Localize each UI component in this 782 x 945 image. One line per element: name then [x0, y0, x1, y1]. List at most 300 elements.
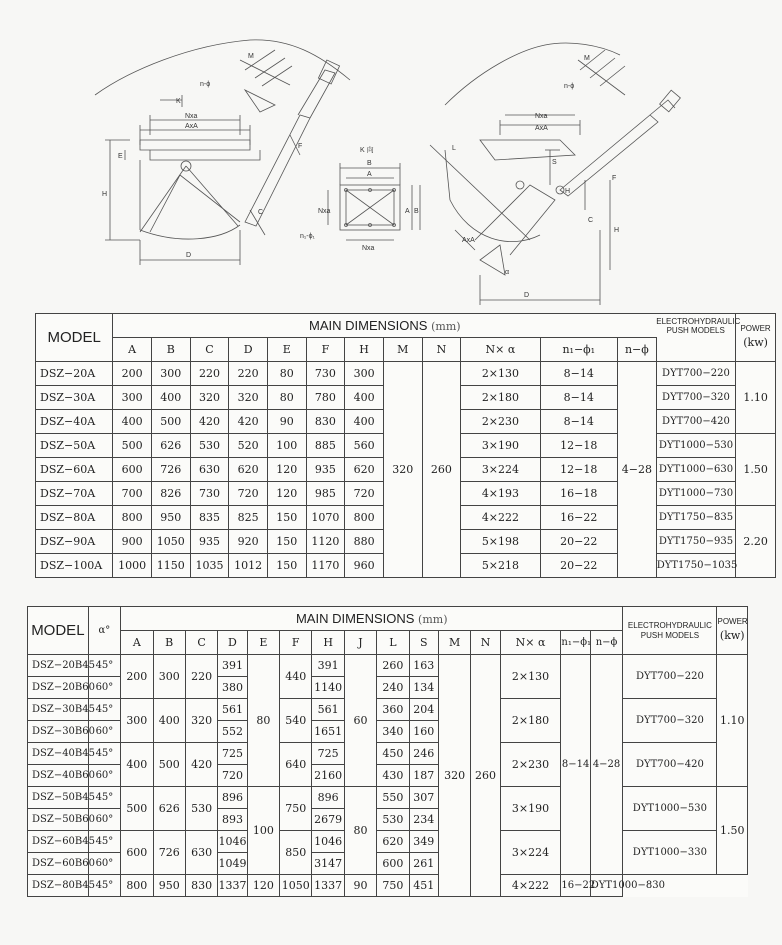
alpha-cell: 60° [88, 721, 120, 743]
dim-s-cell: 246 [409, 743, 438, 765]
model-cell: DSZ−90A [36, 530, 113, 554]
power-cell: 1.50 [736, 434, 776, 506]
dim-l-cell: 360 [377, 699, 409, 721]
n-alpha-cell: 2×130 [500, 655, 561, 699]
dim-h-cell: 880 [345, 530, 384, 554]
power-cell: 2.20 [736, 506, 776, 578]
model-cell: DSZ−30A [36, 386, 113, 410]
dim-s-cell: 187 [409, 765, 438, 787]
col-header-n-phi: n−ϕ [590, 631, 623, 655]
dim-d-cell: 1049 [218, 853, 247, 875]
power-header: POWER (kw) [717, 607, 748, 655]
dim-c-cell: 830 [185, 875, 217, 897]
model-cell: DSZ−60B60 [28, 853, 89, 875]
label-h-right: H [614, 227, 620, 234]
dim-l-cell: 600 [377, 853, 409, 875]
dim-b-cell: 950 [151, 506, 190, 530]
dim-h-cell: 1337 [312, 875, 344, 897]
dim-h-cell: 400 [345, 410, 384, 434]
label-e-left: E [118, 153, 123, 160]
dim-h-cell: 960 [345, 554, 384, 578]
model-cell: DSZ−30B60 [28, 721, 89, 743]
label-a-mid: A [367, 171, 372, 178]
dim-b-cell: 300 [151, 362, 190, 386]
dim-f-cell: 440 [280, 655, 312, 699]
label-nphi-right: n-ϕ [564, 83, 575, 90]
dim-b-cell: 400 [151, 386, 190, 410]
dim-l-cell: 530 [377, 809, 409, 831]
dim-h-cell: 620 [345, 458, 384, 482]
n1-phi1-cell: 12−18 [540, 434, 617, 458]
push-models-header: ELECTROHYDRAULIC PUSH MODELS [623, 607, 717, 655]
alpha-cell: 60° [88, 809, 120, 831]
col-header-j: J [344, 631, 376, 655]
label-alpha-right: α [505, 269, 510, 276]
alpha-cell: 45° [88, 787, 120, 809]
n-alpha-cell: 4×222 [500, 875, 561, 897]
dim-c-cell: 1035 [190, 554, 229, 578]
dim-d-cell: 320 [229, 386, 268, 410]
alpha-cell: 60° [88, 853, 120, 875]
dim-a-cell: 600 [113, 458, 152, 482]
dim-e-cell: 100 [267, 434, 306, 458]
dim-d-cell: 920 [229, 530, 268, 554]
dim-e-cell: 80 [247, 655, 279, 787]
label-d-right: D [524, 292, 530, 299]
n1-phi1-cell: 16−22 [540, 506, 617, 530]
alpha-cell: 60° [88, 677, 120, 699]
push-model-cell: DYT1000−630 [656, 458, 735, 482]
n1-phi1-cell: 16−22 [561, 875, 590, 897]
dim-b-cell: 626 [151, 434, 190, 458]
dim-d-cell: 825 [229, 506, 268, 530]
label-m-right: M [584, 55, 590, 62]
dim-b-cell: 1150 [151, 554, 190, 578]
col-header-b: B [153, 631, 185, 655]
dim-d-cell: 520 [229, 434, 268, 458]
col-header-a: A [113, 338, 152, 362]
dim-c-cell: 630 [190, 458, 229, 482]
power-cell: 1.50 [717, 787, 748, 875]
model-cell: DSZ−30B45 [28, 699, 89, 721]
label-axa-right: AxA [535, 125, 548, 132]
dim-b-cell: 1050 [151, 530, 190, 554]
label-d-left: D [186, 252, 192, 259]
model-header: MODEL [36, 314, 113, 362]
dim-f-cell: 1120 [306, 530, 345, 554]
series-a-dimensions-table [35, 313, 776, 578]
k-direction-view-drawing [328, 163, 420, 240]
dim-d-cell: 220 [229, 362, 268, 386]
col-header-m: M [438, 631, 470, 655]
dim-d-cell: 561 [218, 699, 247, 721]
dim-s-cell: 349 [409, 831, 438, 853]
dim-a-cell: 200 [113, 362, 152, 386]
dim-c-cell: 630 [185, 831, 217, 875]
n-alpha-cell: 4×193 [461, 482, 540, 506]
dim-d-cell: 552 [218, 721, 247, 743]
model-cell: DSZ−60B45 [28, 831, 89, 853]
dim-b-cell: 500 [151, 410, 190, 434]
model-cell: DSZ−50B60 [28, 809, 89, 831]
dim-b-cell: 626 [153, 787, 185, 831]
n-alpha-cell: 4×222 [461, 506, 540, 530]
dim-e-cell: 120 [267, 482, 306, 506]
n-alpha-cell: 5×218 [461, 554, 540, 578]
dim-a-cell: 600 [121, 831, 153, 875]
dim-b-cell: 500 [153, 743, 185, 787]
label-m-left: M [248, 53, 254, 60]
right-inclined-view-drawing [430, 43, 680, 305]
dim-m-cell: 320 [383, 362, 422, 578]
dim-f-cell: 730 [306, 362, 345, 386]
dim-h-cell: 3147 [312, 853, 344, 875]
dim-f-cell: 750 [280, 787, 312, 831]
dim-j-cell: 80 [344, 787, 376, 875]
dim-b-cell: 726 [151, 458, 190, 482]
dim-h-cell: 1046 [312, 831, 344, 853]
dim-j-cell: 90 [344, 875, 376, 897]
dim-d-cell: 893 [218, 809, 247, 831]
n-alpha-cell: 2×230 [500, 743, 561, 787]
dim-d-cell: 391 [218, 655, 247, 677]
left-side-view-drawing [95, 40, 350, 265]
col-header-d: D [229, 338, 268, 362]
n1-phi1-cell: 8−14 [540, 410, 617, 434]
dim-a-cell: 400 [121, 743, 153, 787]
dim-c-cell: 935 [190, 530, 229, 554]
col-header-a: A [121, 631, 153, 655]
col-header-n1-phi1: n₁−ϕ₁ [540, 338, 617, 362]
push-model-cell: DYT700−320 [623, 699, 717, 743]
alpha-cell: 45° [88, 743, 120, 765]
dim-h-cell: 2679 [312, 809, 344, 831]
n-alpha-cell: 5×198 [461, 530, 540, 554]
dim-c-cell: 835 [190, 506, 229, 530]
n-alpha-cell: 3×190 [461, 434, 540, 458]
dim-h-cell: 400 [345, 386, 384, 410]
dim-e-cell: 120 [247, 875, 279, 897]
power-cell: 1.10 [717, 655, 748, 787]
dim-n-cell: 260 [471, 655, 500, 897]
dim-f-cell: 830 [306, 410, 345, 434]
dim-a-cell: 500 [113, 434, 152, 458]
push-model-cell: DYT1750−935 [656, 530, 735, 554]
alpha-cell: 45° [88, 699, 120, 721]
model-cell: DSZ−50B45 [28, 787, 89, 809]
dim-m-cell: 320 [438, 655, 470, 897]
label-axa-bottom: AxA [462, 237, 475, 244]
model-cell: DSZ−20B45 [28, 655, 89, 677]
label-nxa-side: Nxa [318, 208, 331, 215]
dim-b-cell: 400 [153, 699, 185, 743]
dim-b-cell: 950 [153, 875, 185, 897]
dim-d-cell: 620 [229, 458, 268, 482]
label-htop-right: H [565, 188, 571, 195]
col-header-n: N [471, 631, 500, 655]
push-model-cell: DYT700−220 [623, 655, 717, 699]
push-model-cell: DYT700−420 [623, 743, 717, 787]
dim-f-cell: 985 [306, 482, 345, 506]
push-model-cell: DYT1000−530 [656, 434, 735, 458]
dim-b-cell: 826 [151, 482, 190, 506]
push-model-cell: DYT1000−330 [623, 831, 717, 875]
dim-d-cell: 725 [218, 743, 247, 765]
dim-d-cell: 896 [218, 787, 247, 809]
dim-f-cell: 640 [280, 743, 312, 787]
dim-s-cell: 204 [409, 699, 438, 721]
main-dimensions-header: MAIN DIMENSIONS (mm) [121, 607, 623, 631]
label-n1phi1-mid: n₁-ϕ₁ [300, 233, 315, 240]
dim-e-cell: 80 [267, 386, 306, 410]
col-header-n-alpha: N× α [461, 338, 540, 362]
model-cell: DSZ−80B45 [28, 875, 89, 897]
col-header-m: M [383, 338, 422, 362]
power-cell: 1.10 [736, 362, 776, 434]
model-cell: DSZ−40A [36, 410, 113, 434]
dim-c-cell: 730 [190, 482, 229, 506]
label-k-view: K 向 [360, 147, 374, 154]
n1-phi1-cell: 8−14 [540, 362, 617, 386]
dim-a-cell: 300 [121, 699, 153, 743]
n-alpha-cell: 2×180 [461, 386, 540, 410]
model-cell: DSZ−20B60 [28, 677, 89, 699]
alpha-cell: 45° [88, 831, 120, 853]
dim-e-cell: 120 [267, 458, 306, 482]
model-cell: DSZ−60A [36, 458, 113, 482]
col-header-f: F [306, 338, 345, 362]
push-model-cell: DYT1000−830 [590, 875, 623, 897]
col-header-n: N [422, 338, 461, 362]
push-model-cell: DYT1750−1035 [656, 554, 735, 578]
label-f-left: F [298, 143, 303, 150]
dim-a-cell: 800 [113, 506, 152, 530]
n-phi-cell: 4−28 [617, 362, 656, 578]
label-c-right: C [588, 217, 594, 224]
dim-f-cell: 935 [306, 458, 345, 482]
dim-h-cell: 800 [345, 506, 384, 530]
label-nxa-bottom: Nxa [362, 245, 375, 252]
dim-e-cell: 80 [267, 362, 306, 386]
n1-phi1-cell: 12−18 [540, 458, 617, 482]
col-header-n-alpha: N× α [500, 631, 561, 655]
model-cell: DSZ−70A [36, 482, 113, 506]
dim-n-cell: 260 [422, 362, 461, 578]
table-row [28, 831, 748, 853]
dim-s-cell: 163 [409, 655, 438, 677]
label-l-right: L [452, 145, 456, 152]
dim-a-cell: 200 [121, 655, 153, 699]
dim-c-cell: 320 [190, 386, 229, 410]
dim-h-cell: 300 [345, 362, 384, 386]
push-models-header: ELECTROHYDRAULIC PUSH MODELS [656, 314, 735, 338]
dim-d-cell: 720 [218, 765, 247, 787]
alpha-cell: 45° [88, 875, 120, 897]
dim-a-cell: 500 [121, 787, 153, 831]
dim-h-cell: 2160 [312, 765, 344, 787]
dim-s-cell: 234 [409, 809, 438, 831]
dim-e-cell: 100 [247, 787, 279, 875]
dim-l-cell: 260 [377, 655, 409, 677]
col-header-l: L [377, 631, 409, 655]
dim-e-cell: 150 [267, 506, 306, 530]
dim-a-cell: 700 [113, 482, 152, 506]
dim-h-cell: 1651 [312, 721, 344, 743]
table-row [28, 743, 748, 765]
label-c-left: C [258, 209, 264, 216]
dim-d-cell: 380 [218, 677, 247, 699]
dim-s-cell: 261 [409, 853, 438, 875]
dim-f-cell: 540 [280, 699, 312, 743]
push-model-cell: DYT1750−835 [656, 506, 735, 530]
model-cell: DSZ−40B45 [28, 743, 89, 765]
model-cell: DSZ−100A [36, 554, 113, 578]
dim-j-cell: 60 [344, 655, 376, 787]
col-header-s: S [409, 631, 438, 655]
dim-l-cell: 550 [377, 787, 409, 809]
col-header-e: E [247, 631, 279, 655]
dim-l-cell: 750 [377, 875, 409, 897]
dim-s-cell: 160 [409, 721, 438, 743]
dim-c-cell: 420 [185, 743, 217, 787]
table-row [28, 699, 748, 721]
dim-h-cell: 1140 [312, 677, 344, 699]
dim-a-cell: 800 [121, 875, 153, 897]
dim-b-cell: 726 [153, 831, 185, 875]
dim-l-cell: 450 [377, 743, 409, 765]
dim-a-cell: 400 [113, 410, 152, 434]
n-alpha-cell: 2×130 [461, 362, 540, 386]
table-row [28, 787, 748, 809]
col-header-f: F [280, 631, 312, 655]
col-header-e: E [267, 338, 306, 362]
push-model-cell: DYT700−220 [656, 362, 735, 386]
dim-a-cell: 1000 [113, 554, 152, 578]
dim-h-cell: 560 [345, 434, 384, 458]
label-k-left: K [176, 98, 181, 105]
push-model-cell: DYT1000−730 [656, 482, 735, 506]
n1-phi1-cell: 16−18 [540, 482, 617, 506]
power-header: POWER (kw) [736, 314, 776, 362]
table-row [28, 875, 748, 897]
alpha-cell: 45° [88, 655, 120, 677]
label-axa-left: AxA [185, 123, 198, 130]
model-header: MODEL [28, 607, 89, 655]
dim-c-cell: 220 [190, 362, 229, 386]
n-alpha-cell: 3×224 [500, 831, 561, 875]
dim-d-cell: 420 [229, 410, 268, 434]
label-a-side: A [405, 208, 410, 215]
dim-s-cell: 451 [409, 875, 438, 897]
dim-c-cell: 530 [185, 787, 217, 831]
model-cell: DSZ−50A [36, 434, 113, 458]
technical-drawings [0, 0, 782, 310]
dim-h-cell: 561 [312, 699, 344, 721]
label-nxa-right: Nxa [535, 113, 548, 120]
dim-d-cell: 720 [229, 482, 268, 506]
col-header-n1-phi1: n₁−ϕ₁ [561, 631, 590, 655]
model-cell: DSZ−20A [36, 362, 113, 386]
n1-phi1-cell: 8−14 [561, 655, 590, 875]
label-b-side: B [414, 208, 419, 215]
dim-l-cell: 340 [377, 721, 409, 743]
dim-h-cell: 896 [312, 787, 344, 809]
col-header-b: B [151, 338, 190, 362]
table-row [28, 655, 748, 677]
n1-phi1-cell: 8−14 [540, 386, 617, 410]
dim-c-cell: 420 [190, 410, 229, 434]
dim-f-cell: 850 [280, 831, 312, 875]
dim-l-cell: 430 [377, 765, 409, 787]
series-b-dimensions-table [27, 606, 748, 897]
dim-d-cell: 1337 [218, 875, 247, 897]
dim-h-cell: 391 [312, 655, 344, 677]
label-f-right: F [612, 175, 617, 182]
dim-l-cell: 620 [377, 831, 409, 853]
col-header-h: H [312, 631, 344, 655]
dim-f-cell: 1070 [306, 506, 345, 530]
dim-f-cell: 885 [306, 434, 345, 458]
label-b-mid: B [367, 160, 372, 167]
dim-f-cell: 1170 [306, 554, 345, 578]
dim-c-cell: 320 [185, 699, 217, 743]
n-alpha-cell: 3×224 [461, 458, 540, 482]
table-row [36, 362, 776, 386]
dim-c-cell: 530 [190, 434, 229, 458]
label-nphi-left: n-ϕ [200, 81, 211, 88]
dim-e-cell: 90 [267, 410, 306, 434]
main-dimensions-header: MAIN DIMENSIONS (mm) [113, 314, 656, 338]
dim-l-cell: 240 [377, 677, 409, 699]
dim-s-cell: 134 [409, 677, 438, 699]
n-alpha-cell: 2×230 [461, 410, 540, 434]
alpha-header: α° [88, 607, 120, 655]
label-h-left: H [102, 191, 108, 198]
label-s-right: S [552, 159, 557, 166]
col-header-n-phi: n−ϕ [617, 338, 656, 362]
dim-e-cell: 150 [267, 530, 306, 554]
push-model-cell: DYT700−320 [656, 386, 735, 410]
n1-phi1-cell: 20−22 [540, 530, 617, 554]
alpha-cell: 60° [88, 765, 120, 787]
dim-f-cell: 1050 [280, 875, 312, 897]
n1-phi1-cell: 20−22 [540, 554, 617, 578]
dim-b-cell: 300 [153, 655, 185, 699]
push-model-cell: DYT700−420 [656, 410, 735, 434]
model-cell: DSZ−40B60 [28, 765, 89, 787]
dim-c-cell: 220 [185, 655, 217, 699]
dim-a-cell: 300 [113, 386, 152, 410]
dim-d-cell: 1012 [229, 554, 268, 578]
n-phi-cell: 4−28 [590, 655, 623, 875]
col-header-d: D [218, 631, 247, 655]
dim-f-cell: 780 [306, 386, 345, 410]
model-cell: DSZ−80A [36, 506, 113, 530]
push-models-header-cont [656, 338, 735, 362]
label-nxa-left: Nxa [185, 113, 198, 120]
col-header-c: C [190, 338, 229, 362]
dim-h-cell: 720 [345, 482, 384, 506]
dim-s-cell: 307 [409, 787, 438, 809]
col-header-c: C [185, 631, 217, 655]
dim-e-cell: 150 [267, 554, 306, 578]
n-alpha-cell: 3×190 [500, 787, 561, 831]
dim-a-cell: 900 [113, 530, 152, 554]
push-model-cell: DYT1000−530 [623, 787, 717, 831]
col-header-h: H [345, 338, 384, 362]
n-alpha-cell: 2×180 [500, 699, 561, 743]
dim-h-cell: 725 [312, 743, 344, 765]
